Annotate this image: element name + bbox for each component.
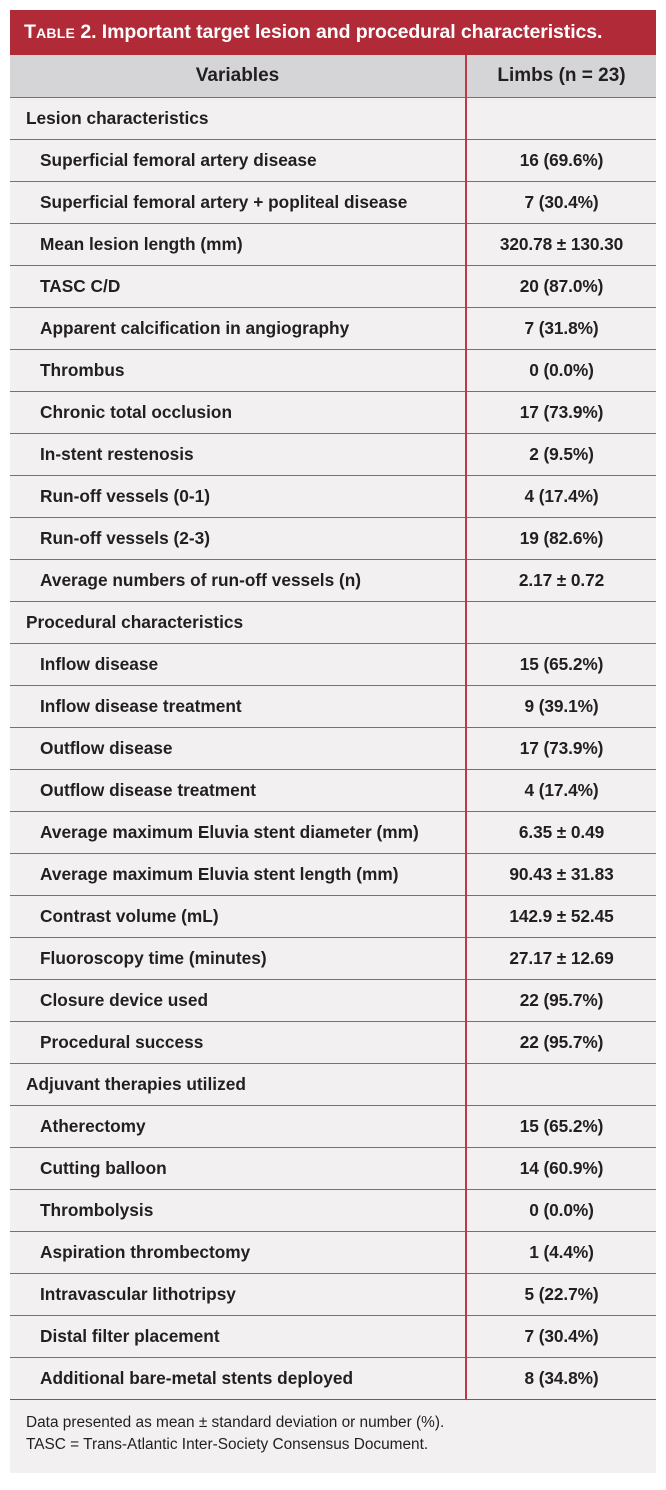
table-row	[10, 1021, 656, 1063]
row-value: 7 (31.8%)	[466, 307, 656, 349]
row-value: 19 (82.6%)	[466, 517, 656, 559]
row-label: Intravascular lithotripsy	[10, 1273, 466, 1315]
row-value: 22 (95.7%)	[466, 1021, 656, 1063]
table-footnote	[10, 1400, 656, 1473]
row-value: 8 (34.8%)	[466, 1357, 656, 1399]
table-row	[10, 1147, 656, 1189]
table-row	[10, 769, 656, 811]
table-row	[10, 727, 656, 769]
row-label: Outflow disease treatment	[10, 769, 466, 811]
table-row	[10, 895, 656, 937]
section-header-label: Lesion characteristics	[10, 97, 466, 139]
row-label: In-stent restenosis	[10, 433, 466, 475]
table-row	[10, 181, 656, 223]
table-row	[10, 979, 656, 1021]
section-header-label: Adjuvant therapies utilized	[10, 1063, 466, 1105]
row-value: 4 (17.4%)	[466, 769, 656, 811]
row-value: 5 (22.7%)	[466, 1273, 656, 1315]
table-row	[10, 1273, 656, 1315]
table-title-prefix: Table	[24, 21, 76, 43]
row-value: 9 (39.1%)	[466, 685, 656, 727]
row-value: 1 (4.4%)	[466, 1231, 656, 1273]
footnote-line-2: TASC = Trans-Atlantic Inter-Society Consensus Document.	[26, 1436, 429, 1454]
table-row	[10, 433, 656, 475]
footnote-line-1: Data presented as mean ± standard deviation or number (%).	[26, 1413, 445, 1431]
row-value: 15 (65.2%)	[466, 643, 656, 685]
row-label: Mean lesion length (mm)	[10, 223, 466, 265]
row-label: Distal filter placement	[10, 1315, 466, 1357]
row-value: 6.35 ± 0.49	[466, 811, 656, 853]
characteristics-table	[10, 55, 656, 1400]
column-header-row	[10, 55, 656, 97]
row-label: Atherectomy	[10, 1105, 466, 1147]
table-row	[10, 1231, 656, 1273]
row-value: 15 (65.2%)	[466, 1105, 656, 1147]
row-value: 4 (17.4%)	[466, 475, 656, 517]
row-value: 320.78 ± 130.30	[466, 223, 656, 265]
table-row	[10, 937, 656, 979]
row-label: Chronic total occlusion	[10, 391, 466, 433]
table-head	[10, 55, 656, 97]
table-row	[10, 475, 656, 517]
row-label: Contrast volume (mL)	[10, 895, 466, 937]
row-value: 20 (87.0%)	[466, 265, 656, 307]
row-value: 17 (73.9%)	[466, 727, 656, 769]
row-label: Run-off vessels (2-3)	[10, 517, 466, 559]
row-value	[466, 97, 656, 139]
table-row	[10, 1315, 656, 1357]
table-title	[10, 10, 656, 55]
row-label: Closure device used	[10, 979, 466, 1021]
row-value: 17 (73.9%)	[466, 391, 656, 433]
row-label: Average maximum Eluvia stent diameter (mm)	[10, 811, 466, 853]
table-container	[10, 10, 656, 1473]
table-title-number: 2.	[80, 21, 97, 43]
row-value: 0 (0.0%)	[466, 349, 656, 391]
row-value: 7 (30.4%)	[466, 1315, 656, 1357]
table-row	[10, 1105, 656, 1147]
table-row	[10, 811, 656, 853]
row-label: Superficial femoral artery + popliteal disease	[10, 181, 466, 223]
row-label: Thrombolysis	[10, 1189, 466, 1231]
table-row	[10, 1189, 656, 1231]
table-row	[10, 139, 656, 181]
row-label: Inflow disease treatment	[10, 685, 466, 727]
table-body	[10, 97, 656, 1399]
row-label: Run-off vessels (0-1)	[10, 475, 466, 517]
row-label: Outflow disease	[10, 727, 466, 769]
row-value: 2 (9.5%)	[466, 433, 656, 475]
row-label: Procedural success	[10, 1021, 466, 1063]
row-label: Thrombus	[10, 349, 466, 391]
section-header-row	[10, 601, 656, 643]
table-row	[10, 349, 656, 391]
row-label: Fluoroscopy time (minutes)	[10, 937, 466, 979]
table-row	[10, 1357, 656, 1399]
column-header-limbs: Limbs (n = 23)	[466, 55, 656, 97]
row-label: Aspiration thrombectomy	[10, 1231, 466, 1273]
table-row	[10, 307, 656, 349]
table-row	[10, 643, 656, 685]
table-row	[10, 685, 656, 727]
row-value: 16 (69.6%)	[466, 139, 656, 181]
row-value	[466, 1063, 656, 1105]
row-value: 14 (60.9%)	[466, 1147, 656, 1189]
row-value: 90.43 ± 31.83	[466, 853, 656, 895]
row-value: 0 (0.0%)	[466, 1189, 656, 1231]
row-label: Apparent calcification in angiography	[10, 307, 466, 349]
row-value: 7 (30.4%)	[466, 181, 656, 223]
row-value: 2.17 ± 0.72	[466, 559, 656, 601]
table-row	[10, 391, 656, 433]
section-header-label: Procedural characteristics	[10, 601, 466, 643]
row-value: 22 (95.7%)	[466, 979, 656, 1021]
row-label: Superficial femoral artery disease	[10, 139, 466, 181]
table-row	[10, 223, 656, 265]
row-value	[466, 601, 656, 643]
row-value: 142.9 ± 52.45	[466, 895, 656, 937]
row-label: Cutting balloon	[10, 1147, 466, 1189]
table-title-text: Important target lesion and procedural characteristics.	[101, 21, 603, 43]
row-value: 27.17 ± 12.69	[466, 937, 656, 979]
table-row	[10, 517, 656, 559]
section-header-row	[10, 97, 656, 139]
column-header-variables: Variables	[10, 55, 466, 97]
table-row	[10, 853, 656, 895]
table-row	[10, 559, 656, 601]
row-label: TASC C/D	[10, 265, 466, 307]
row-label: Average numbers of run-off vessels (n)	[10, 559, 466, 601]
section-header-row	[10, 1063, 656, 1105]
row-label: Average maximum Eluvia stent length (mm)	[10, 853, 466, 895]
row-label: Inflow disease	[10, 643, 466, 685]
table-row	[10, 265, 656, 307]
row-label: Additional bare-metal stents deployed	[10, 1357, 466, 1399]
